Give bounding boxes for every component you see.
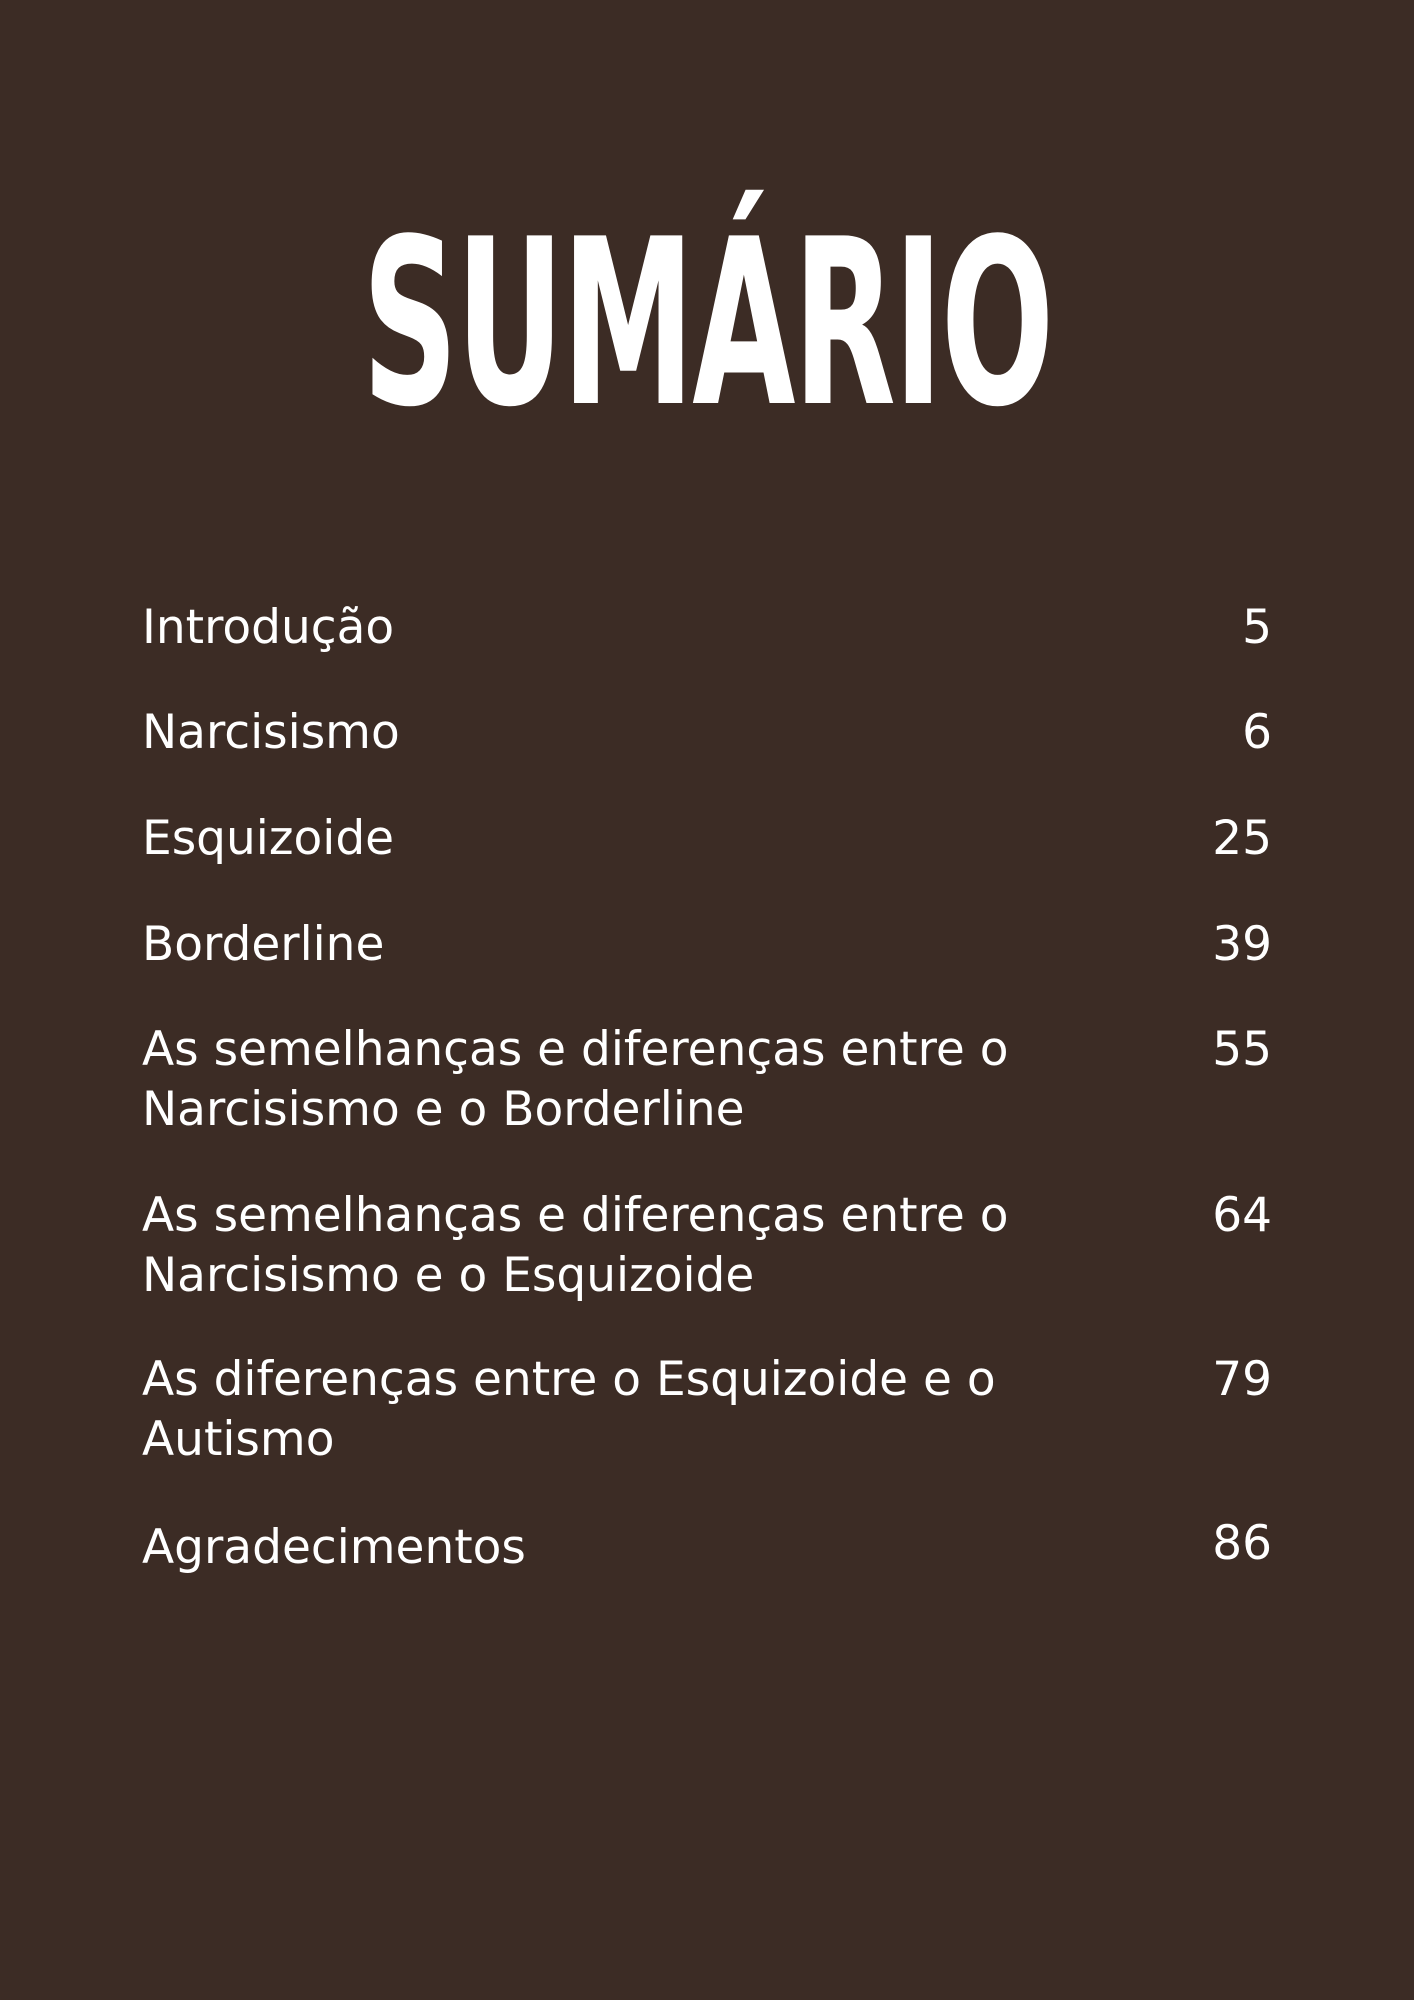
page-title: SUMÁRIO — [362, 191, 1052, 458]
toc-item-label: Esquizoide — [142, 811, 395, 866]
toc-item-page-number: 86 — [1212, 1516, 1272, 1571]
toc-item-page-number: 6 — [1242, 705, 1272, 760]
toc-item-label: Borderline — [142, 917, 385, 972]
table-of-contents — [142, 0, 1272, 2000]
toc-item-page-number: 39 — [1212, 917, 1272, 972]
toc-item-label: As semelhanças e diferenças entre o Narcisismo e o Esquizoide — [142, 1188, 1009, 1303]
toc-item-page-number: 5 — [1242, 600, 1272, 655]
toc-item-page-number: 55 — [1212, 1022, 1272, 1077]
toc-item-label: Narcisismo — [142, 705, 400, 760]
toc-item-label: Agradecimentos — [142, 1520, 526, 1575]
toc-item-page-number: 79 — [1212, 1352, 1272, 1407]
toc-item-label: Introdução — [142, 600, 395, 655]
toc-item-label: As diferenças entre o Esquizoide e o Autismo — [142, 1352, 996, 1467]
toc-item-page-number: 64 — [1212, 1188, 1272, 1243]
toc-item-label: As semelhanças e diferenças entre o Narcisismo e o Borderline — [142, 1022, 1009, 1137]
toc-item-page-number: 25 — [1212, 811, 1272, 866]
